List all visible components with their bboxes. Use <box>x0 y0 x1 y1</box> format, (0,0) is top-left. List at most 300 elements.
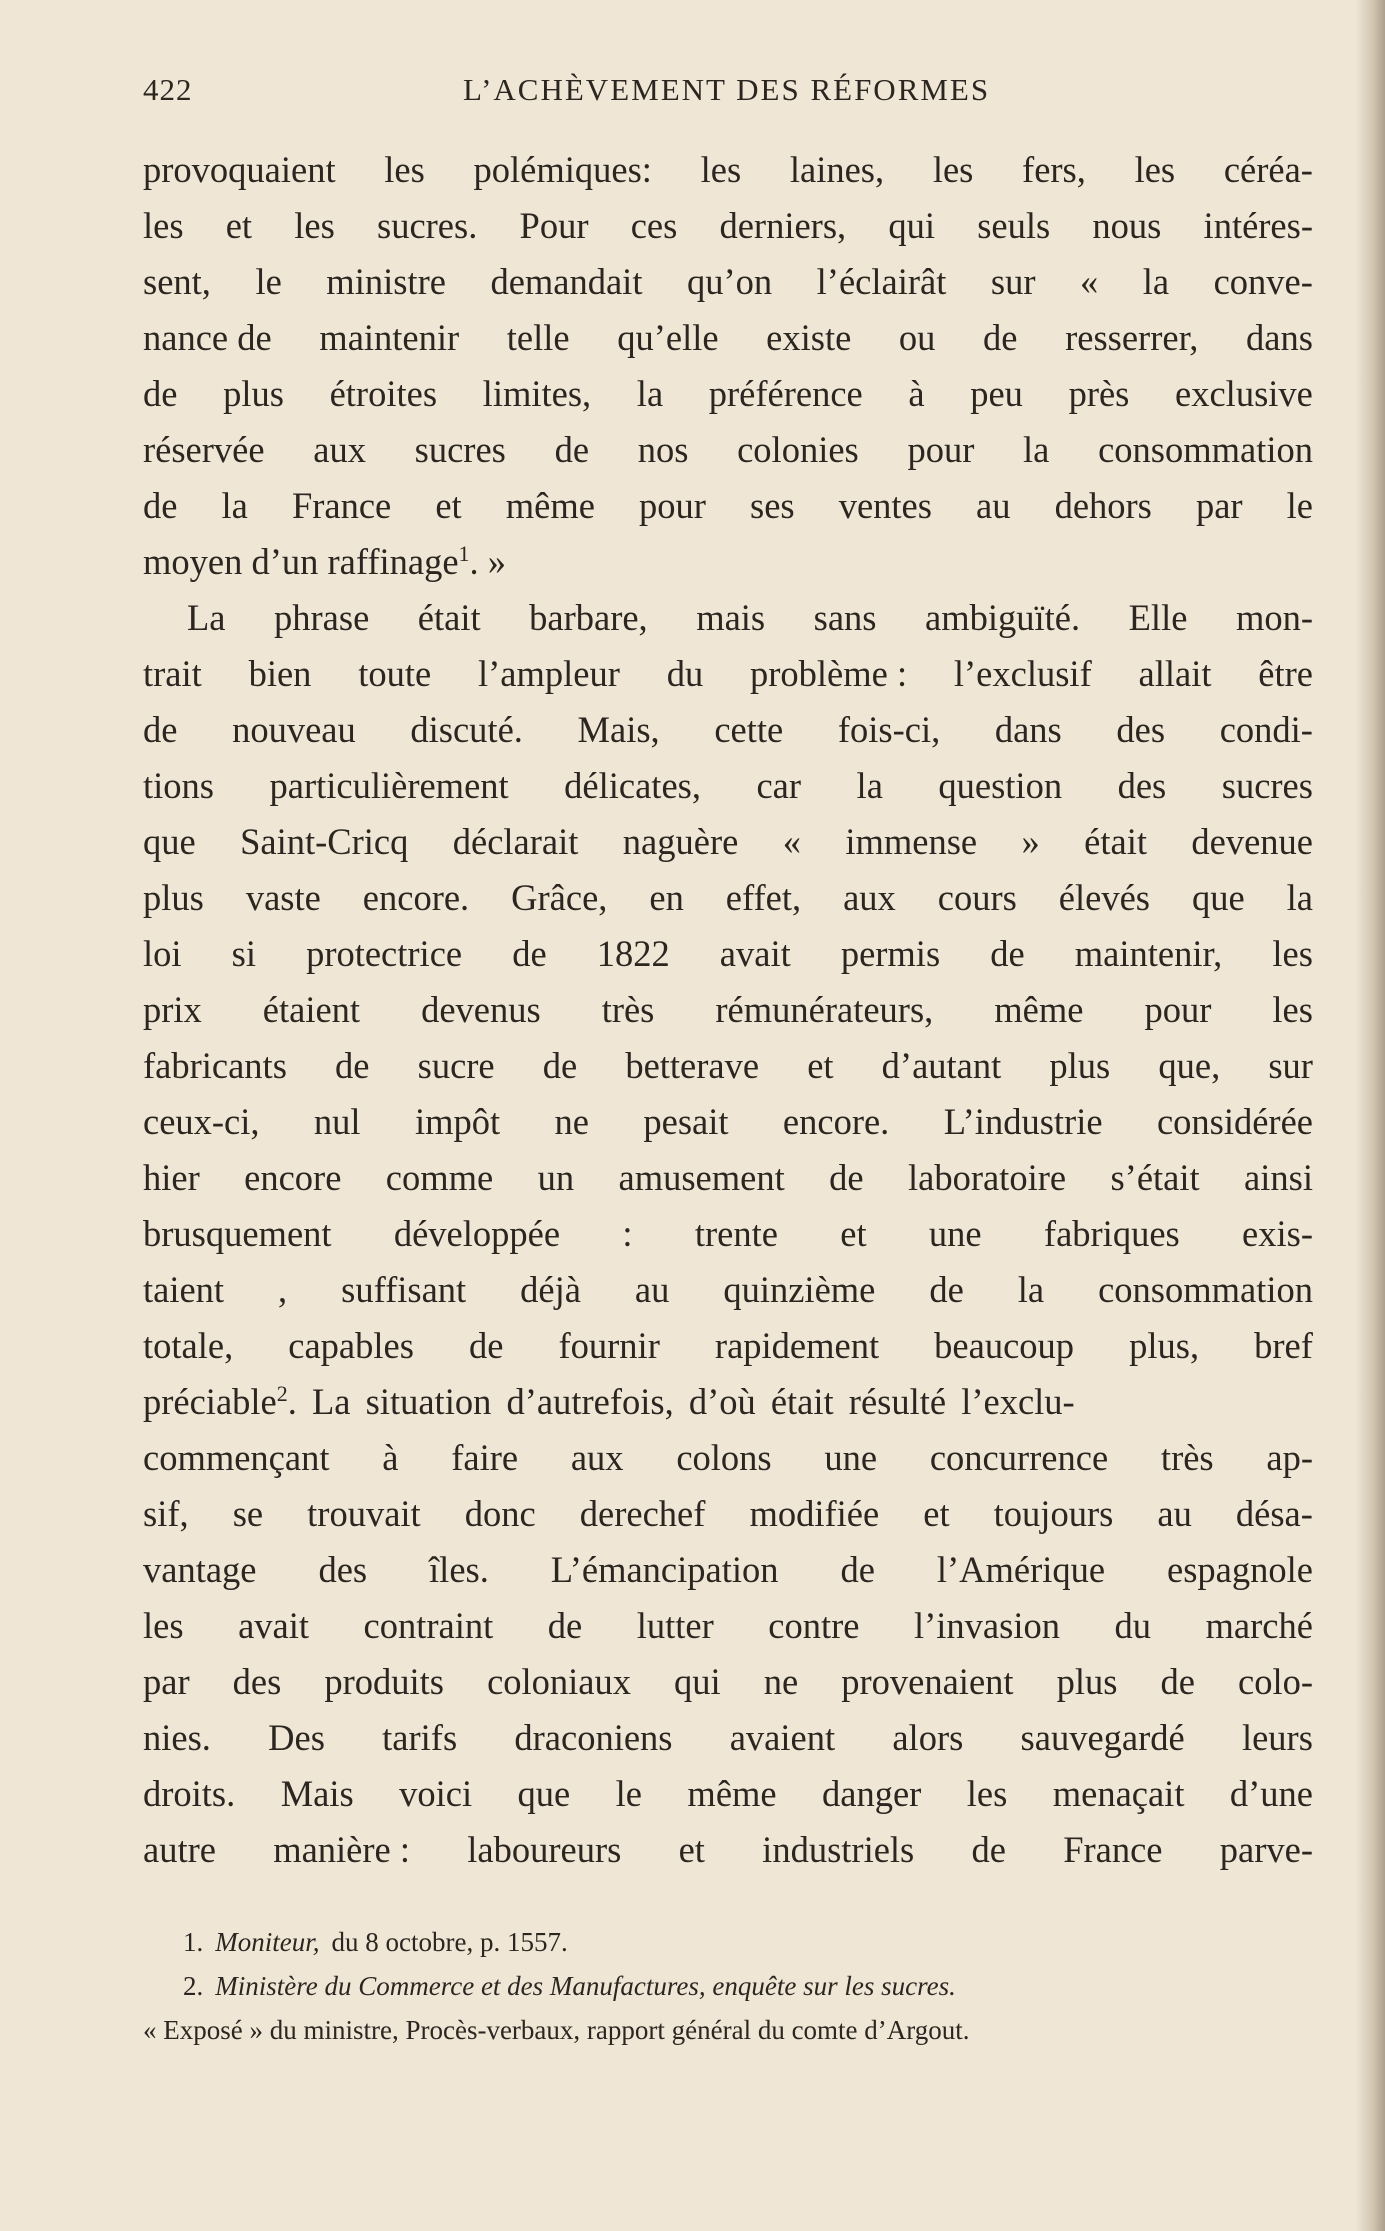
word: betterave <box>625 1045 760 1086</box>
word: espagnole <box>1167 1549 1313 1590</box>
word: nul <box>313 1101 361 1142</box>
word: L’émancipation <box>550 1549 779 1590</box>
word: trente <box>694 1213 778 1254</box>
word: contraint <box>363 1605 494 1646</box>
word: ceux-ci, <box>143 1101 260 1142</box>
line-wrap <box>143 534 506 590</box>
word: laines, <box>789 149 885 190</box>
word: question <box>938 765 1063 806</box>
text-line <box>143 478 1313 534</box>
word: l’éclairât <box>816 261 947 302</box>
word: tions <box>143 765 214 806</box>
word: polémiques: <box>473 149 652 190</box>
word: nous <box>1092 205 1162 246</box>
word: « <box>782 821 801 862</box>
word: taient <box>143 1269 225 1310</box>
word: vantage <box>143 1549 257 1590</box>
word: limites, <box>482 373 592 414</box>
word: les <box>1272 989 1313 1030</box>
word: consommation <box>1098 1269 1313 1310</box>
line-text: moyen d’un raffinage <box>143 541 459 582</box>
word: existe <box>766 317 852 358</box>
word: même <box>687 1773 777 1814</box>
word: considérée <box>1156 1101 1313 1142</box>
word: si <box>231 933 256 974</box>
word: particulièrement <box>269 765 509 806</box>
word: telle <box>506 317 570 358</box>
word: des <box>318 1549 368 1590</box>
word: le <box>1286 485 1313 526</box>
word: mon- <box>1235 597 1313 638</box>
word: de <box>554 429 590 470</box>
word: avait <box>719 933 791 974</box>
word: permis <box>840 933 941 974</box>
word: bien <box>248 653 312 694</box>
word: l’ampleur <box>478 653 620 694</box>
word: plus <box>223 373 284 414</box>
word: derniers, <box>719 205 847 246</box>
body-text <box>143 142 1313 1878</box>
word: était <box>1084 821 1147 862</box>
word: fournir <box>558 1325 660 1366</box>
word: ambiguïté. <box>925 597 1081 638</box>
text-line <box>143 366 1313 422</box>
text-line <box>143 534 1313 590</box>
word: sucres <box>1221 765 1313 806</box>
word: pour <box>1144 989 1212 1030</box>
word: suffisant <box>341 1269 467 1310</box>
word: fois-ci, <box>837 709 941 750</box>
word: trait <box>143 653 202 694</box>
word: , <box>278 1269 288 1310</box>
word: nouveau <box>232 709 356 750</box>
word: pesait <box>643 1101 729 1142</box>
word: les <box>966 1773 1008 1814</box>
word: donc <box>464 1493 536 1534</box>
word: brusquement <box>143 1213 332 1254</box>
word: préférence <box>708 373 863 414</box>
footnotes <box>143 1920 1313 2052</box>
word: fabricants <box>143 1045 287 1086</box>
word: désa- <box>1235 1493 1313 1534</box>
word: la <box>1286 877 1313 918</box>
word: fabriques <box>1043 1213 1180 1254</box>
word: la <box>856 765 883 806</box>
word: encore <box>244 1157 342 1198</box>
word: phrase <box>274 597 370 638</box>
text-line <box>143 142 1313 198</box>
word: problème : <box>749 653 908 694</box>
word: aux <box>570 1437 624 1478</box>
word: un <box>537 1157 575 1198</box>
word: ses <box>750 485 795 526</box>
word: alors <box>892 1717 964 1758</box>
word: amusement <box>618 1157 785 1198</box>
word: mais <box>696 597 766 638</box>
word: du <box>1114 1605 1151 1646</box>
word: ne <box>554 1101 589 1142</box>
word: les <box>700 149 742 190</box>
word: maintenir <box>319 317 460 358</box>
word: les <box>143 205 184 246</box>
text-line <box>143 310 1313 366</box>
text-line <box>143 590 1313 646</box>
word: déjà <box>520 1269 581 1310</box>
word: 1822 <box>596 933 670 974</box>
word: et <box>435 485 462 526</box>
word: ne <box>763 1661 799 1702</box>
word: coloniaux <box>487 1661 631 1702</box>
word: même <box>505 485 595 526</box>
word: allait <box>1138 653 1212 694</box>
word: Des <box>268 1717 325 1758</box>
word: que <box>1191 877 1245 918</box>
word: et <box>840 1213 867 1254</box>
word: de <box>1160 1661 1195 1702</box>
word: de <box>983 317 1018 358</box>
word: resserrer, <box>1065 317 1199 358</box>
text-line <box>143 1654 1313 1710</box>
word: barbare, <box>529 597 648 638</box>
footnote-2-text: « Exposé » du ministre, Procès-verbaux, rapport général du comte d’Argout. <box>143 2015 970 2045</box>
word: derechef <box>579 1493 706 1534</box>
word: cours <box>937 877 1017 918</box>
word: ou <box>898 317 936 358</box>
word: s’était <box>1110 1157 1200 1198</box>
text-line <box>143 814 1313 870</box>
word: et <box>678 1829 705 1870</box>
text-line <box>143 1262 1313 1318</box>
word: pour <box>907 429 975 470</box>
word: par <box>143 1661 190 1702</box>
word: exclusive <box>1175 373 1313 414</box>
word: qu’on <box>686 261 773 302</box>
word: aux <box>313 429 366 470</box>
word: à <box>382 1437 399 1478</box>
word: colons <box>676 1437 772 1478</box>
page-number: 422 <box>143 72 193 107</box>
text-line <box>143 982 1313 1038</box>
word: élevés <box>1058 877 1150 918</box>
word: sauvegardé <box>1020 1717 1185 1758</box>
word: Pour <box>519 205 589 246</box>
text-line <box>143 1598 1313 1654</box>
word: exis- <box>1242 1213 1313 1254</box>
running-head: L’ACHÈVEMENT DES RÉFORMES <box>463 72 991 107</box>
word: avait <box>238 1605 309 1646</box>
footnote-reference[interactable]: 1 <box>458 540 470 566</box>
word: France <box>291 485 392 526</box>
text-line <box>143 926 1313 982</box>
word: à <box>908 373 925 414</box>
word: protectrice <box>306 933 463 974</box>
text-line <box>143 758 1313 814</box>
word: La <box>187 597 226 638</box>
text-line <box>143 1710 1313 1766</box>
word: l’Amérique <box>936 1549 1106 1590</box>
word: céréa- <box>1223 149 1313 190</box>
word: lutter <box>636 1605 714 1646</box>
word: de <box>143 485 178 526</box>
word: de <box>468 1325 504 1366</box>
word: ces <box>630 205 678 246</box>
word: condi- <box>1219 709 1313 750</box>
word: que <box>143 821 196 862</box>
footnote-1 <box>143 1920 1313 1964</box>
word: Elle <box>1128 597 1188 638</box>
word: commençant <box>143 1437 330 1478</box>
word: de <box>929 1269 964 1310</box>
word: les <box>294 205 335 246</box>
word: bref <box>1254 1325 1313 1366</box>
word: de <box>335 1045 370 1086</box>
word: la <box>1023 429 1050 470</box>
word: ministre <box>326 261 446 302</box>
word: îles. <box>429 1549 489 1590</box>
word: parve- <box>1219 1829 1313 1870</box>
word: totale, <box>143 1325 234 1366</box>
text-line <box>143 1486 1313 1542</box>
word: nance de <box>143 317 272 358</box>
text-line <box>143 1318 1313 1374</box>
word: immense <box>845 821 978 862</box>
text-line <box>143 1430 1313 1486</box>
word: étroites <box>329 373 438 414</box>
word: les <box>384 149 425 190</box>
line-text: préciable <box>143 1381 277 1422</box>
word: marché <box>1205 1605 1313 1646</box>
word: dehors <box>1054 485 1152 526</box>
word: que <box>517 1773 571 1814</box>
word: des <box>1116 709 1166 750</box>
word: ainsi <box>1244 1157 1313 1198</box>
word: la <box>636 373 664 414</box>
word: tarifs <box>382 1717 458 1758</box>
word: une <box>824 1437 878 1478</box>
text-line <box>143 702 1313 758</box>
word: devenue <box>1191 821 1313 862</box>
word: concurrence <box>929 1437 1109 1478</box>
footnote-2-source: Ministère du Commerce et des Manufactures, enquête sur les sucres. <box>215 1971 956 2001</box>
word: maintenir, <box>1074 933 1223 974</box>
word: menaçait <box>1052 1773 1185 1814</box>
word: très <box>1160 1437 1214 1478</box>
word: au <box>1157 1493 1192 1534</box>
text-line <box>143 1038 1313 1094</box>
word: être <box>1258 653 1313 694</box>
word: le <box>255 261 282 302</box>
word: de <box>971 1829 1006 1870</box>
word: autre <box>143 1829 216 1870</box>
line-text: . » <box>469 541 507 582</box>
word: plus, <box>1129 1325 1200 1366</box>
word: toute <box>358 653 432 694</box>
word: encore. <box>782 1101 890 1142</box>
word: du <box>666 653 704 694</box>
word: quinzième <box>723 1269 876 1310</box>
word: sur <box>990 261 1036 302</box>
word: qui <box>674 1661 721 1702</box>
word: Saint-Cricq <box>240 821 409 862</box>
word: la <box>1142 261 1170 302</box>
word: ventes <box>838 485 932 526</box>
word: délicates, <box>564 765 701 806</box>
word: France <box>1063 1829 1163 1870</box>
word: fers, <box>1022 149 1086 190</box>
word: colo- <box>1238 1661 1313 1702</box>
word: encore. <box>362 877 470 918</box>
footnote-2-number: 2. <box>183 1971 204 2001</box>
page-edge-shadow <box>1355 0 1385 2231</box>
footnote-1-text: du 8 octobre, p. 1557. <box>331 1927 568 1957</box>
footnote-2-continued <box>143 2008 1313 2052</box>
text-line <box>143 1542 1313 1598</box>
word: de <box>143 373 178 414</box>
word: car <box>756 765 802 806</box>
word: de <box>547 1605 583 1646</box>
word: de <box>840 1549 875 1590</box>
word: des <box>1117 765 1167 806</box>
word: L’industrie <box>943 1101 1103 1142</box>
word: qu’elle <box>617 317 719 358</box>
word: manière : <box>273 1829 411 1870</box>
page-header <box>143 72 1313 116</box>
word: nies. <box>143 1717 211 1758</box>
word: conve- <box>1213 261 1313 302</box>
word: draconiens <box>514 1717 673 1758</box>
word: étaient <box>262 989 361 1030</box>
word: de <box>143 709 178 750</box>
word: laboratoire <box>907 1157 1067 1198</box>
word: contre <box>768 1605 860 1646</box>
word: l’exclusif <box>953 653 1092 694</box>
text-line <box>143 422 1313 478</box>
word: la <box>221 485 248 526</box>
word: pour <box>639 485 706 526</box>
word: : <box>622 1213 633 1254</box>
text-line <box>143 1766 1313 1822</box>
word: qui <box>888 205 936 246</box>
text-line <box>143 1206 1313 1262</box>
word: plus <box>1056 1661 1118 1702</box>
word: toujours <box>993 1493 1114 1534</box>
word: provoquaient <box>143 149 336 190</box>
word: et <box>923 1493 950 1534</box>
word: seuls <box>977 205 1051 246</box>
word: au <box>976 485 1011 526</box>
word: Mais, <box>577 709 660 750</box>
word: dans <box>994 709 1062 750</box>
word: « <box>1079 261 1099 302</box>
word: une <box>928 1213 982 1254</box>
text-line <box>143 198 1313 254</box>
word: naguère <box>622 821 739 862</box>
word: réservée <box>143 429 265 470</box>
word: faire <box>451 1437 519 1478</box>
word: et <box>807 1045 834 1086</box>
text-line <box>143 1094 1313 1150</box>
word: produits <box>324 1661 445 1702</box>
footnote-2 <box>143 1964 1313 2008</box>
word: avaient <box>729 1717 836 1758</box>
text-line <box>143 646 1313 702</box>
footnote-1-source: Moniteur, <box>215 1927 320 1957</box>
word: de <box>512 933 547 974</box>
word: laboureurs <box>467 1829 622 1870</box>
word: les <box>1272 933 1313 974</box>
word: cette <box>714 709 784 750</box>
line-wrap <box>143 1374 1075 1430</box>
text-line <box>143 1822 1313 1878</box>
word: le <box>615 1773 642 1814</box>
word: leurs <box>1241 1717 1313 1758</box>
word: trouvait <box>307 1493 421 1534</box>
word: se <box>232 1493 264 1534</box>
text-line <box>143 1150 1313 1206</box>
word: ap- <box>1266 1437 1313 1478</box>
word: d’une <box>1229 1773 1313 1814</box>
word: de <box>990 933 1025 974</box>
word: hier <box>143 1157 200 1198</box>
word: vaste <box>245 877 321 918</box>
word: beaucoup <box>934 1325 1075 1366</box>
word: près <box>1068 373 1130 414</box>
word: des <box>232 1661 282 1702</box>
line-text: . La situation d’autrefois, d’où était résulté l’exclu- <box>287 1381 1075 1422</box>
word: voici <box>399 1773 473 1814</box>
word: Grâce, <box>511 877 608 918</box>
word: prix <box>143 989 202 1030</box>
word: les <box>143 1605 184 1646</box>
word: sucres. <box>377 205 478 246</box>
word: Mais <box>280 1773 354 1814</box>
text-line <box>143 870 1313 926</box>
word: de <box>542 1045 578 1086</box>
word: » <box>1021 821 1040 862</box>
word: même <box>994 989 1084 1030</box>
word: colonies <box>737 429 859 470</box>
word: plus <box>1049 1045 1111 1086</box>
word: droits. <box>143 1773 236 1814</box>
word: capables <box>288 1325 414 1366</box>
word: plus <box>143 877 204 918</box>
word: comme <box>385 1157 494 1198</box>
word: par <box>1195 485 1243 526</box>
footnote-1-number: 1. <box>183 1927 204 1957</box>
word: sucre <box>417 1045 495 1086</box>
word: déclarait <box>452 821 579 862</box>
word: développée <box>393 1213 561 1254</box>
word: provenaient <box>841 1661 1014 1702</box>
word: intéres- <box>1203 205 1313 246</box>
word: demandait <box>490 261 643 302</box>
word: l’invasion <box>914 1605 1060 1646</box>
word: en <box>649 877 684 918</box>
word: de <box>829 1157 864 1198</box>
word: sur <box>1268 1045 1313 1086</box>
word: impôt <box>414 1101 501 1142</box>
word: sucres <box>414 429 506 470</box>
word: sent, <box>143 261 211 302</box>
word: était <box>417 597 481 638</box>
word: aux <box>843 877 896 918</box>
footnote-reference[interactable]: 2 <box>276 1380 288 1406</box>
word: sif, <box>143 1493 189 1534</box>
text-line <box>143 254 1313 310</box>
text-line <box>143 1374 1313 1430</box>
word: rapidement <box>714 1325 880 1366</box>
word: discuté. <box>410 709 523 750</box>
